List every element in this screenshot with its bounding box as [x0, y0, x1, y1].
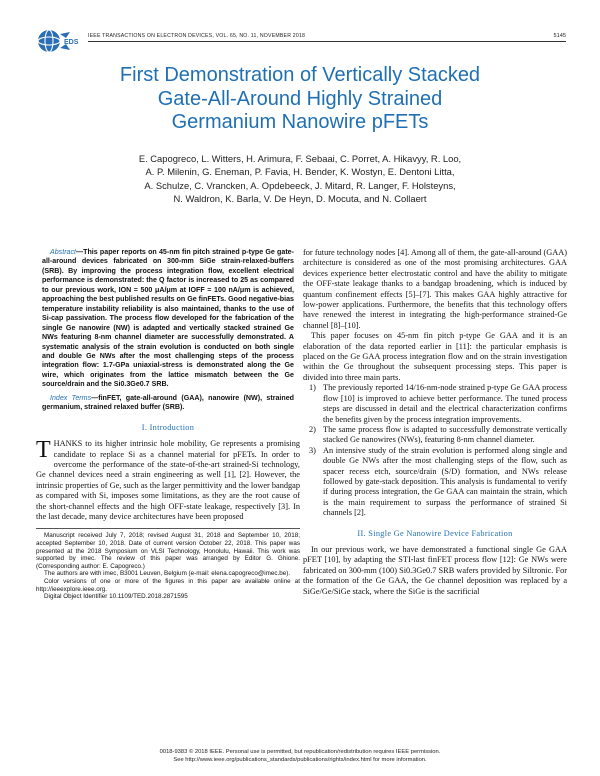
list-number: 1) — [309, 383, 316, 393]
copyright-footer — [36, 748, 564, 765]
footnote-doi: Digital Object Identifier 10.1109/TED.2018.2871595 — [44, 593, 188, 601]
author-line: A. Schulze, C. Vrancken, A. Opdebeeck, J. Mitard, R. Langer, F. Holsteyns, — [144, 179, 456, 191]
footnote-color: Color versions of one or more of the figures in this paper are available online at http://ieeexplore.ieee.org. — [36, 577, 300, 593]
author-line: A. P. Milenin, G. Eneman, P. Favia, H. Bender, K. Wostyn, E. Dentoni Litta, — [145, 166, 455, 178]
footnote-manuscript: Manuscript received July 7, 2018; revised August 31, 2018 and September 10, 2018; accepted September 10, 2018. Date of current version October 22, 2018. This paper was presented at the 2018 Symposium on VLSI Technology, Honolulu, Hawaii. This work was supported by imec. The review of this paper was arranged by Editor G. Ghione. (Corresponding author: E. Capogreco.) — [36, 532, 300, 570]
list-text: The previously reported 14/16-nm-node strained p-type Ge GAA process flow [10] is improved to achieve better performance. The tuned process steps are discussed in detail and the electrical characterization confirms the benefits given by the process integration improvements. — [323, 383, 567, 424]
title-line: Gate-All-Around Highly Strained — [157, 87, 443, 110]
list-text: An intensive study of the strain evolution is performed along single and double Ge NWs after the most challenging steps of the flow, such as spacer recess etch, source/drain (S/D) formation, and NWs release followed by gate-stack deposition. This analysis is fundamental to verify if during process integration, the Ge GAA can maintain the strain, which is the main requirement to surpass the performance of strained Si channels [2]. — [323, 445, 567, 518]
drop-cap: T — [36, 437, 51, 464]
author-line: N. Waldron, K. Barla, V. De Heyn, D. Mocuta, and N. Collaert — [173, 192, 427, 204]
section-heading-introduction: I. Introduction — [141, 422, 195, 432]
list-item — [303, 383, 567, 425]
list-item — [303, 425, 567, 446]
footer-line: 0018-9383 © 2018 IEEE. Personal use is permitted, but republication/redistribution requires IEEE permission. — [159, 749, 441, 755]
index-terms — [42, 394, 294, 413]
intro-paragraph — [36, 439, 300, 522]
journal-header: IEEE TRANSACTIONS ON ELECTRON DEVICES, VOL. 65, NO. 11, NOVEMBER 2018 — [88, 33, 306, 39]
section-heading-single-ge-nanowire: II. Single Ge Nanowire Device Fabrication — [357, 528, 513, 538]
title-line: First Demonstration of Vertically Stacked — [119, 64, 481, 86]
list-number: 3) — [309, 445, 316, 455]
left-column — [36, 248, 300, 601]
index-terms-label: Index Terms — [50, 393, 92, 402]
abstract-label: Abstract — [50, 248, 77, 256]
footnote-affiliation: The authors are with imec, B3001 Leuven, Belgium (e-mail: elena.capogreco@imec.be). — [44, 570, 291, 578]
body-paragraph: In our previous work, we have demonstrated a functional single Ge GAA pFET [10], by adapting the STI-last finFET process flow [12]: Ge NWs were fabricated on 300-mm (100) Si0.3Ge0.7 SRB wafers provided by Siltronic. For the formation of the Ge GAA, the Ge channel deposition was replaced by a SiGe/Ge/SiGe stack, where the SiGe is the sacrificial — [303, 544, 567, 596]
body-paragraph: for future technology nodes [4]. Among all of them, the gate-all-around (GAA) architecture is considered as one of the most promising architectures. GAA devices experience better electrostatic control and have the ability to mitigate the OFF-state leakage thanks to a bandgap broadening, which is induced by quantum confinement effects [5]–[7]. This makes GAA highly attractive for low-power applications. Furthermore, the benefits that this technology offers have renewed the interest in integrating the high-performance strained-Ge channel [8]–[10]. — [303, 248, 567, 330]
abstract — [42, 248, 294, 390]
author-list — [40, 152, 560, 205]
list-item — [303, 446, 567, 519]
list-text: The same process flow is adapted to successfully demonstrate vertically stacked Ge nanowires (NWs), featuring 8-nm channel diameter. — [323, 424, 567, 445]
header-rule — [88, 41, 566, 42]
right-column — [303, 248, 567, 597]
author-line: E. Capogreco, L. Witters, H. Arimura, F. Sebaai, C. Porret, A. Hikavyy, R. Loo, — [138, 153, 462, 164]
footnote-rule — [36, 528, 300, 529]
list-number: 2) — [309, 424, 316, 434]
title-line: Germanium Nanowire pFETs — [171, 111, 429, 133]
index-terms-text: —finFET, gate-all-around (GAA), nanowire (NW), strained germanium, strained relaxed buffer (SRB). — [42, 393, 294, 412]
intro-paragraph-text: HANKS to its higher intrinsic hole mobility, Ge represents a promising candidate to replace Si as a channel material for pFETs. In order to overcome the performance of the state-of-the-art strained-Si technology, Ge channel devices need a strain engineering as well [1], [2]. However, the intrinsic properties of Ge, such as the larger permittivity and the lower bandgap as compared with Si, imposes some limitations, as they are the root cause of the short-channel effects and the high OFF-state leakage, respectively [3]. In the last decade, many device architectures have been proposed — [36, 439, 300, 521]
page-number: 5145 — [553, 33, 566, 39]
contribution-list — [303, 383, 567, 518]
paper-title — [40, 64, 560, 135]
logo-text: EDS — [64, 39, 79, 46]
body-paragraph: This paper focuses on 45-nm fin pitch p-type Ge GAA and it is an elaboration of the data reported earlier in [11]: the particular emphasis is placed on the Ge GAA process integration flow and on the strain investigation within the Ge throughout the subsequent processing steps. This paper is divided into three main parts. — [303, 331, 567, 382]
abstract-text: —This paper reports on 45-nm fin pitch strained p-type Ge gate-all-around devices fabricated on 300-mm SiGe strain-relaxed-buffers (SRB). By improving the process integration flow, excellent electrical performance is demonstrated: the Q factor is increased to 25 as compared to our previous work, ION = 500 μA/μm at IOFF = 100 nA/μm is achieved, approaching the best published results on Ge finFETs. Good negative-bias temperature instability reliability is also maintained, thanks to the use of Si-cap passivation. The process flow developed for the fabrication of the single Ge nanowire (NW) is adapted and vertically stacked strained Ge NWs featuring 8-nm channel diameter are successfully demonstrated. A systematic analysis of the strain evolution is conducted on both single and double Ge NWs after the most challenging steps of the process integration flow: 1.7-GPa uniaxial-stress is demonstrated along the Ge wire, which originates from the lattice mismatch between the Ge source/drain and the Si0.3Ge0.7 SRB. — [42, 248, 294, 389]
ieee-eds-logo — [36, 28, 80, 54]
footer-line: See http://www.ieee.org/publications_standards/publications/rights/index.html for more information. — [173, 757, 427, 764]
